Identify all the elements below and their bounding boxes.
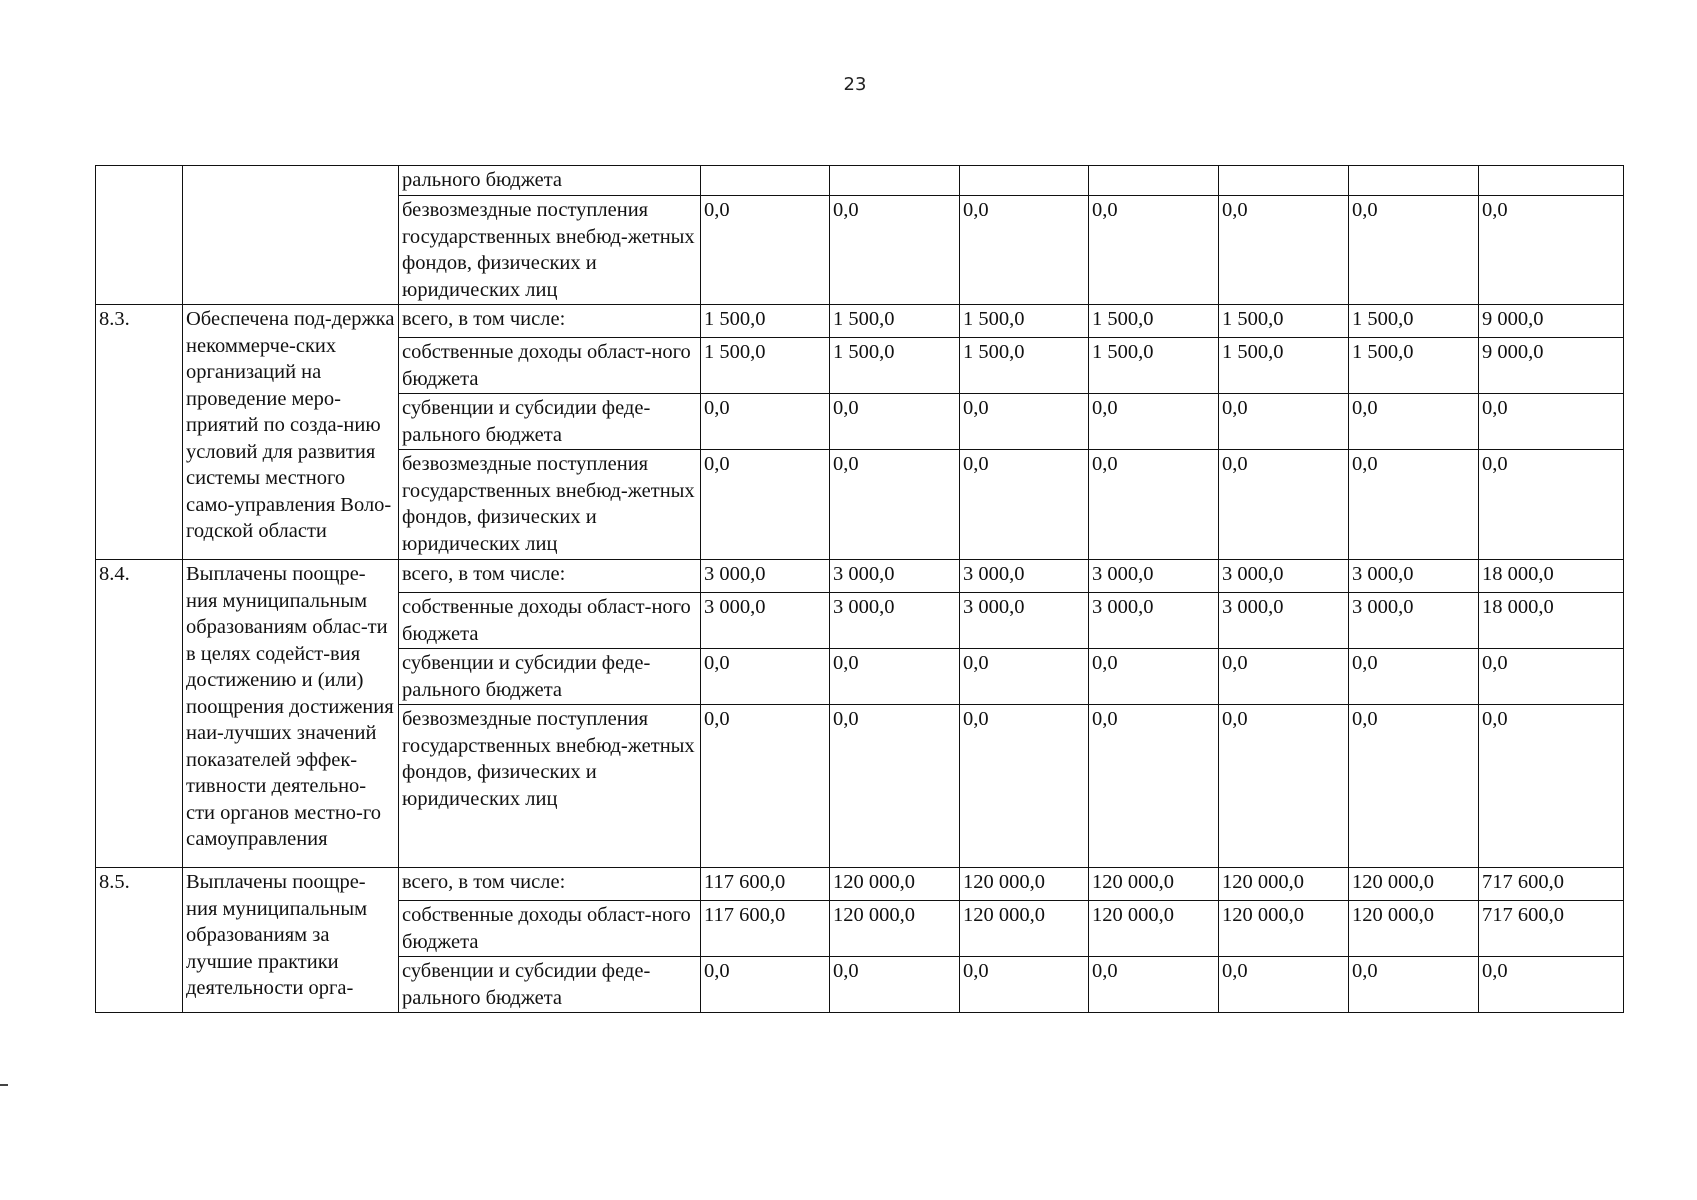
year-value-cell: 0,0 <box>1219 196 1349 305</box>
funding-source-cell: субвенции и субсидии феде-рального бюджета <box>399 957 701 1013</box>
year-value-cell: 0,0 <box>1219 450 1349 560</box>
year-value-cell: 3 000,0 <box>1349 560 1479 593</box>
year-value-cell: 0,0 <box>1219 957 1349 1013</box>
year-value-cell: 0,0 <box>960 450 1089 560</box>
total-value-cell: 0,0 <box>1479 649 1624 705</box>
year-value-cell: 1 500,0 <box>830 305 960 338</box>
table-row <box>96 166 1624 196</box>
year-value-cell: 1 500,0 <box>1219 338 1349 394</box>
item-title-cell: Обеспечена под-держка некоммерче-ских организаций на проведение меро-приятий по созда-нию условий для развития системы местного само-управления Воло-годской области <box>183 305 399 560</box>
year-value-cell: 0,0 <box>960 957 1089 1013</box>
year-value-cell: 0,0 <box>701 705 830 868</box>
year-value-cell: 3 000,0 <box>1219 560 1349 593</box>
funding-source-cell: всего, в том числе: <box>399 868 701 901</box>
year-value-cell: 1 500,0 <box>960 338 1089 394</box>
total-value-cell: 717 600,0 <box>1479 868 1624 901</box>
year-value-cell: 0,0 <box>701 957 830 1013</box>
year-value-cell: 120 000,0 <box>830 868 960 901</box>
item-number-cell: 8.4. <box>96 560 183 868</box>
year-value-cell: 3 000,0 <box>1349 593 1479 649</box>
total-value-cell: 0,0 <box>1479 196 1624 305</box>
year-value-cell: 120 000,0 <box>1089 901 1219 957</box>
year-value-cell: 1 500,0 <box>1089 338 1219 394</box>
funding-source-cell: субвенции и субсидии феде-рального бюджета <box>399 649 701 705</box>
total-value-cell: 18 000,0 <box>1479 560 1624 593</box>
year-value-cell: 0,0 <box>830 705 960 868</box>
year-value-cell: 0,0 <box>960 649 1089 705</box>
year-value-cell: 0,0 <box>1089 649 1219 705</box>
year-value-cell <box>701 166 830 196</box>
year-value-cell: 1 500,0 <box>1219 305 1349 338</box>
year-value-cell: 3 000,0 <box>1219 593 1349 649</box>
total-value-cell: 9 000,0 <box>1479 338 1624 394</box>
year-value-cell: 0,0 <box>701 394 830 450</box>
year-value-cell: 117 600,0 <box>701 868 830 901</box>
budget-table <box>95 165 1624 1013</box>
year-value-cell: 0,0 <box>830 196 960 305</box>
funding-source-cell: рального бюджета <box>399 166 701 196</box>
year-value-cell <box>1219 166 1349 196</box>
year-value-cell: 1 500,0 <box>1349 338 1479 394</box>
year-value-cell: 3 000,0 <box>1089 593 1219 649</box>
year-value-cell: 0,0 <box>1349 957 1479 1013</box>
year-value-cell: 0,0 <box>830 957 960 1013</box>
year-value-cell: 3 000,0 <box>1089 560 1219 593</box>
table-body <box>96 166 1624 1013</box>
year-value-cell: 0,0 <box>830 394 960 450</box>
funding-source-cell: всего, в том числе: <box>399 560 701 593</box>
year-value-cell: 0,0 <box>1349 394 1479 450</box>
funding-source-cell: всего, в том числе: <box>399 305 701 338</box>
total-value-cell <box>1479 166 1624 196</box>
total-value-cell: 0,0 <box>1479 450 1624 560</box>
year-value-cell: 0,0 <box>1349 196 1479 305</box>
item-title-cell: Выплачены поощре-ния муниципальным образованиям за лучшие практики деятельности орга- <box>183 868 399 1013</box>
year-value-cell: 3 000,0 <box>960 593 1089 649</box>
table-row <box>96 305 1624 338</box>
year-value-cell: 0,0 <box>830 649 960 705</box>
year-value-cell: 120 000,0 <box>1349 901 1479 957</box>
item-title-cell: Выплачены поощре-ния муниципальным образованиям облас-ти в целях содейст-вия достижению и (или) поощрения достижения наи-лучших значений показателей эффек-тивности деятельно-сти органов местно-го самоуправления <box>183 560 399 868</box>
year-value-cell: 1 500,0 <box>1089 305 1219 338</box>
year-value-cell: 0,0 <box>1089 450 1219 560</box>
year-value-cell <box>1089 166 1219 196</box>
total-value-cell: 0,0 <box>1479 705 1624 868</box>
total-value-cell: 9 000,0 <box>1479 305 1624 338</box>
year-value-cell: 3 000,0 <box>701 560 830 593</box>
year-value-cell: 0,0 <box>960 196 1089 305</box>
year-value-cell: 120 000,0 <box>1349 868 1479 901</box>
item-number-cell: 8.3. <box>96 305 183 560</box>
total-value-cell: 717 600,0 <box>1479 901 1624 957</box>
funding-source-cell: субвенции и субсидии феде-рального бюджета <box>399 394 701 450</box>
year-value-cell: 0,0 <box>1349 649 1479 705</box>
total-value-cell: 0,0 <box>1479 957 1624 1013</box>
funding-source-cell: собственные доходы област-ного бюджета <box>399 593 701 649</box>
table-row <box>96 560 1624 593</box>
year-value-cell: 3 000,0 <box>830 593 960 649</box>
table-row <box>96 868 1624 901</box>
year-value-cell: 120 000,0 <box>1219 868 1349 901</box>
item-number-cell: 8.5. <box>96 868 183 1013</box>
year-value-cell: 0,0 <box>701 649 830 705</box>
year-value-cell <box>1349 166 1479 196</box>
funding-source-cell: безвозмездные поступления государственных внебюд-жетных фондов, физических и юридических лиц <box>399 450 701 560</box>
margin-mark <box>0 1084 8 1086</box>
year-value-cell: 1 500,0 <box>830 338 960 394</box>
year-value-cell: 120 000,0 <box>830 901 960 957</box>
year-value-cell: 0,0 <box>1219 649 1349 705</box>
year-value-cell: 0,0 <box>960 705 1089 868</box>
year-value-cell: 0,0 <box>830 450 960 560</box>
year-value-cell: 3 000,0 <box>960 560 1089 593</box>
year-value-cell: 0,0 <box>960 394 1089 450</box>
year-value-cell: 1 500,0 <box>1349 305 1479 338</box>
funding-source-cell: безвозмездные поступления государственных внебюд-жетных фондов, физических и юридических лиц <box>399 196 701 305</box>
year-value-cell: 120 000,0 <box>960 868 1089 901</box>
year-value-cell: 0,0 <box>1089 957 1219 1013</box>
year-value-cell: 117 600,0 <box>701 901 830 957</box>
year-value-cell: 0,0 <box>1219 705 1349 868</box>
year-value-cell: 3 000,0 <box>701 593 830 649</box>
year-value-cell: 0,0 <box>1089 705 1219 868</box>
year-value-cell: 0,0 <box>1089 196 1219 305</box>
year-value-cell: 0,0 <box>1349 705 1479 868</box>
year-value-cell: 1 500,0 <box>960 305 1089 338</box>
page-number: 23 <box>843 74 867 95</box>
item-title-cell <box>183 166 399 305</box>
funding-source-cell: собственные доходы област-ного бюджета <box>399 901 701 957</box>
year-value-cell <box>960 166 1089 196</box>
year-value-cell: 0,0 <box>1219 394 1349 450</box>
year-value-cell: 120 000,0 <box>960 901 1089 957</box>
year-value-cell: 1 500,0 <box>701 305 830 338</box>
year-value-cell <box>830 166 960 196</box>
total-value-cell: 18 000,0 <box>1479 593 1624 649</box>
year-value-cell: 0,0 <box>1089 394 1219 450</box>
year-value-cell: 1 500,0 <box>701 338 830 394</box>
year-value-cell: 0,0 <box>1349 450 1479 560</box>
total-value-cell: 0,0 <box>1479 394 1624 450</box>
year-value-cell: 120 000,0 <box>1219 901 1349 957</box>
year-value-cell: 3 000,0 <box>830 560 960 593</box>
funding-source-cell: собственные доходы област-ного бюджета <box>399 338 701 394</box>
year-value-cell: 120 000,0 <box>1089 868 1219 901</box>
year-value-cell: 0,0 <box>701 450 830 560</box>
year-value-cell: 0,0 <box>701 196 830 305</box>
funding-source-cell: безвозмездные поступления государственных внебюд-жетных фондов, физических и юридических лиц <box>399 705 701 868</box>
item-number-cell <box>96 166 183 305</box>
